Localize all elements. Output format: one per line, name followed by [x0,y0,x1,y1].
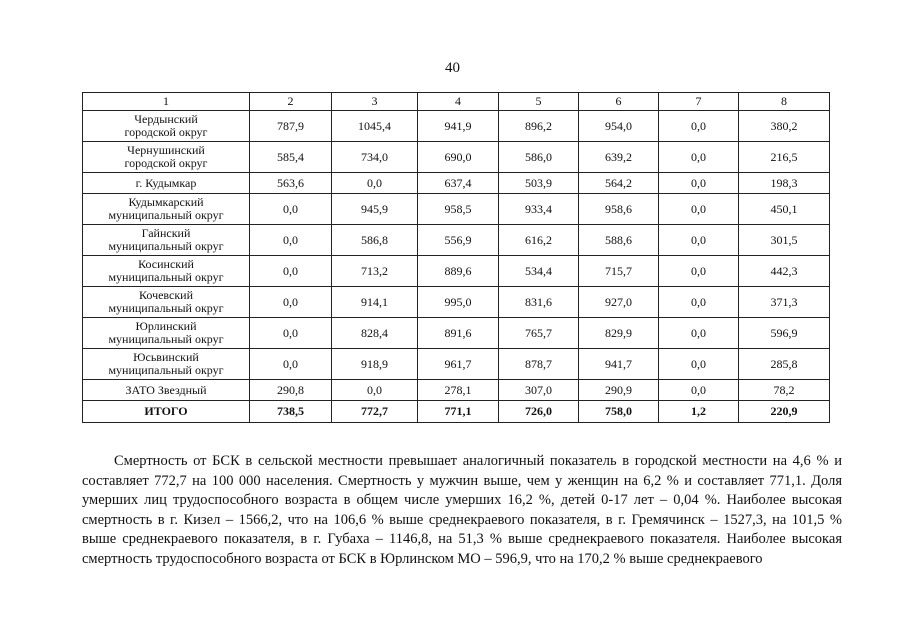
value-cell: 450,1 [739,194,830,225]
value-cell: 878,7 [499,349,579,380]
value-cell: 715,7 [579,256,659,287]
column-header: 3 [332,93,418,111]
column-header: 8 [739,93,830,111]
value-cell: 941,9 [418,111,499,142]
total-value-cell: 772,7 [332,401,418,423]
value-cell: 0,0 [659,287,739,318]
value-cell: 534,4 [499,256,579,287]
row-name-cell [83,380,250,401]
row-name-line: муниципальный округ [108,332,224,346]
table-row [83,225,830,256]
row-name-line: Чердынский [134,112,198,126]
value-cell: 0,0 [332,173,418,194]
value-cell: 933,4 [499,194,579,225]
value-cell: 787,9 [250,111,332,142]
table-row [83,194,830,225]
table-row [83,349,830,380]
total-value-cell: 738,5 [250,401,332,423]
row-name-line: Кудымкарский [128,195,204,209]
row-name-cell [83,142,250,173]
value-cell: 556,9 [418,225,499,256]
row-name-cell [83,256,250,287]
value-cell: 0,0 [250,349,332,380]
row-name-cell [83,111,250,142]
value-cell: 0,0 [659,194,739,225]
value-cell: 0,0 [250,256,332,287]
value-cell: 889,6 [418,256,499,287]
row-name-cell [83,225,250,256]
value-cell: 958,6 [579,194,659,225]
table-header-row [83,93,830,111]
value-cell: 586,8 [332,225,418,256]
total-value-cell: 726,0 [499,401,579,423]
value-cell: 586,0 [499,142,579,173]
total-value-cell: 220,9 [739,401,830,423]
row-name-line: Юсьвинский [133,350,199,364]
value-cell: 0,0 [659,173,739,194]
value-cell: 914,1 [332,287,418,318]
value-cell: 0,0 [659,111,739,142]
row-name-cell [83,318,250,349]
value-cell: 503,9 [499,173,579,194]
value-cell: 713,2 [332,256,418,287]
value-cell: 945,9 [332,194,418,225]
value-cell: 301,5 [739,225,830,256]
total-value-cell: 1,2 [659,401,739,423]
value-cell: 563,6 [250,173,332,194]
row-name-line: муниципальный округ [108,239,224,253]
row-name-line: муниципальный округ [108,270,224,284]
row-name-cell [83,349,250,380]
value-cell: 290,8 [250,380,332,401]
value-cell: 0,0 [659,225,739,256]
value-cell: 954,0 [579,111,659,142]
total-row [83,401,830,423]
row-name-line: Чернушинский [127,143,205,157]
table-row [83,256,830,287]
value-cell: 285,8 [739,349,830,380]
value-cell: 216,5 [739,142,830,173]
column-header: 2 [250,93,332,111]
total-label: ИТОГО [83,401,250,423]
row-name-line: Гайнский [141,226,191,240]
row-name-line: муниципальный округ [108,208,224,222]
value-cell: 958,5 [418,194,499,225]
value-cell: 78,2 [739,380,830,401]
mortality-table [82,92,830,423]
body-paragraph: Смертность от БСК в сельской местности превышает аналогичный показатель в городской местности на 4,6 % и составляет 772,7 на 100 000 населения. Смертность у мужчин выше, чем у женщин на 6,2 % и составляет 771,1. Доля умерших лиц трудоспособного возраста в общем числе умерших 16,2 %, детей 0-17 лет – 0,04 %. Наиболее высокая смертность в г. Кизел – 1566,2, что на 106,6 % выше среднекраевого показателя, в г. Гремячинск – 1527,3, на 101,5 % выше среднекраевого показателя, в г. Губаха – 1146,8, на 51,3 % выше среднекраевого показателя. Наиболее высокая смертность трудоспособного возраста от БСК в Юрлинском МО – 596,9, что на 170,2 % выше среднекраевого [82,453,842,567]
column-header: 1 [83,93,250,111]
table-row [83,380,830,401]
value-cell: 896,2 [499,111,579,142]
value-cell: 380,2 [739,111,830,142]
value-cell: 278,1 [418,380,499,401]
value-cell: 995,0 [418,287,499,318]
row-name-cell [83,194,250,225]
row-name-line: Кочевский [138,288,194,302]
value-cell: 0,0 [659,142,739,173]
value-cell: 0,0 [250,225,332,256]
row-name-line: г. Кудымкар [135,175,197,190]
value-cell: 734,0 [332,142,418,173]
value-cell: 585,4 [250,142,332,173]
value-cell: 829,9 [579,318,659,349]
value-cell: 891,6 [418,318,499,349]
value-cell: 961,7 [418,349,499,380]
value-cell: 1045,4 [332,111,418,142]
value-cell: 828,4 [332,318,418,349]
table-row [83,142,830,173]
row-name-line: муниципальный округ [108,363,224,377]
page-number: 40 [445,60,460,76]
value-cell: 0,0 [250,318,332,349]
value-cell: 639,2 [579,142,659,173]
value-cell: 290,9 [579,380,659,401]
value-cell: 564,2 [579,173,659,194]
value-cell: 616,2 [499,225,579,256]
table-row [83,318,830,349]
row-name-line: муниципальный округ [108,301,224,315]
column-header: 6 [579,93,659,111]
value-cell: 0,0 [659,380,739,401]
table-row [83,111,830,142]
column-header: 5 [499,93,579,111]
value-cell: 637,4 [418,173,499,194]
value-cell: 831,6 [499,287,579,318]
value-cell: 371,3 [739,287,830,318]
row-name-line: городской округ [124,156,208,170]
row-name-line: Косинский [138,257,194,271]
value-cell: 765,7 [499,318,579,349]
value-cell: 927,0 [579,287,659,318]
column-header: 7 [659,93,739,111]
value-cell: 588,6 [579,225,659,256]
value-cell: 0,0 [250,287,332,318]
row-name-line: Юрлинский [135,319,197,333]
row-name-line: ЗАТО Звездный [125,382,207,397]
value-cell: 690,0 [418,142,499,173]
value-cell: 442,3 [739,256,830,287]
total-value-cell: 771,1 [418,401,499,423]
column-header: 4 [418,93,499,111]
row-name-line: городской округ [124,125,208,139]
value-cell: 918,9 [332,349,418,380]
value-cell: 198,3 [739,173,830,194]
value-cell: 0,0 [659,349,739,380]
row-name-cell [83,287,250,318]
total-value-cell: 758,0 [579,401,659,423]
value-cell: 0,0 [332,380,418,401]
value-cell: 596,9 [739,318,830,349]
row-name-cell [83,173,250,194]
value-cell: 307,0 [499,380,579,401]
table-row [83,173,830,194]
table-row [83,287,830,318]
value-cell: 0,0 [250,194,332,225]
value-cell: 941,7 [579,349,659,380]
value-cell: 0,0 [659,256,739,287]
value-cell: 0,0 [659,318,739,349]
